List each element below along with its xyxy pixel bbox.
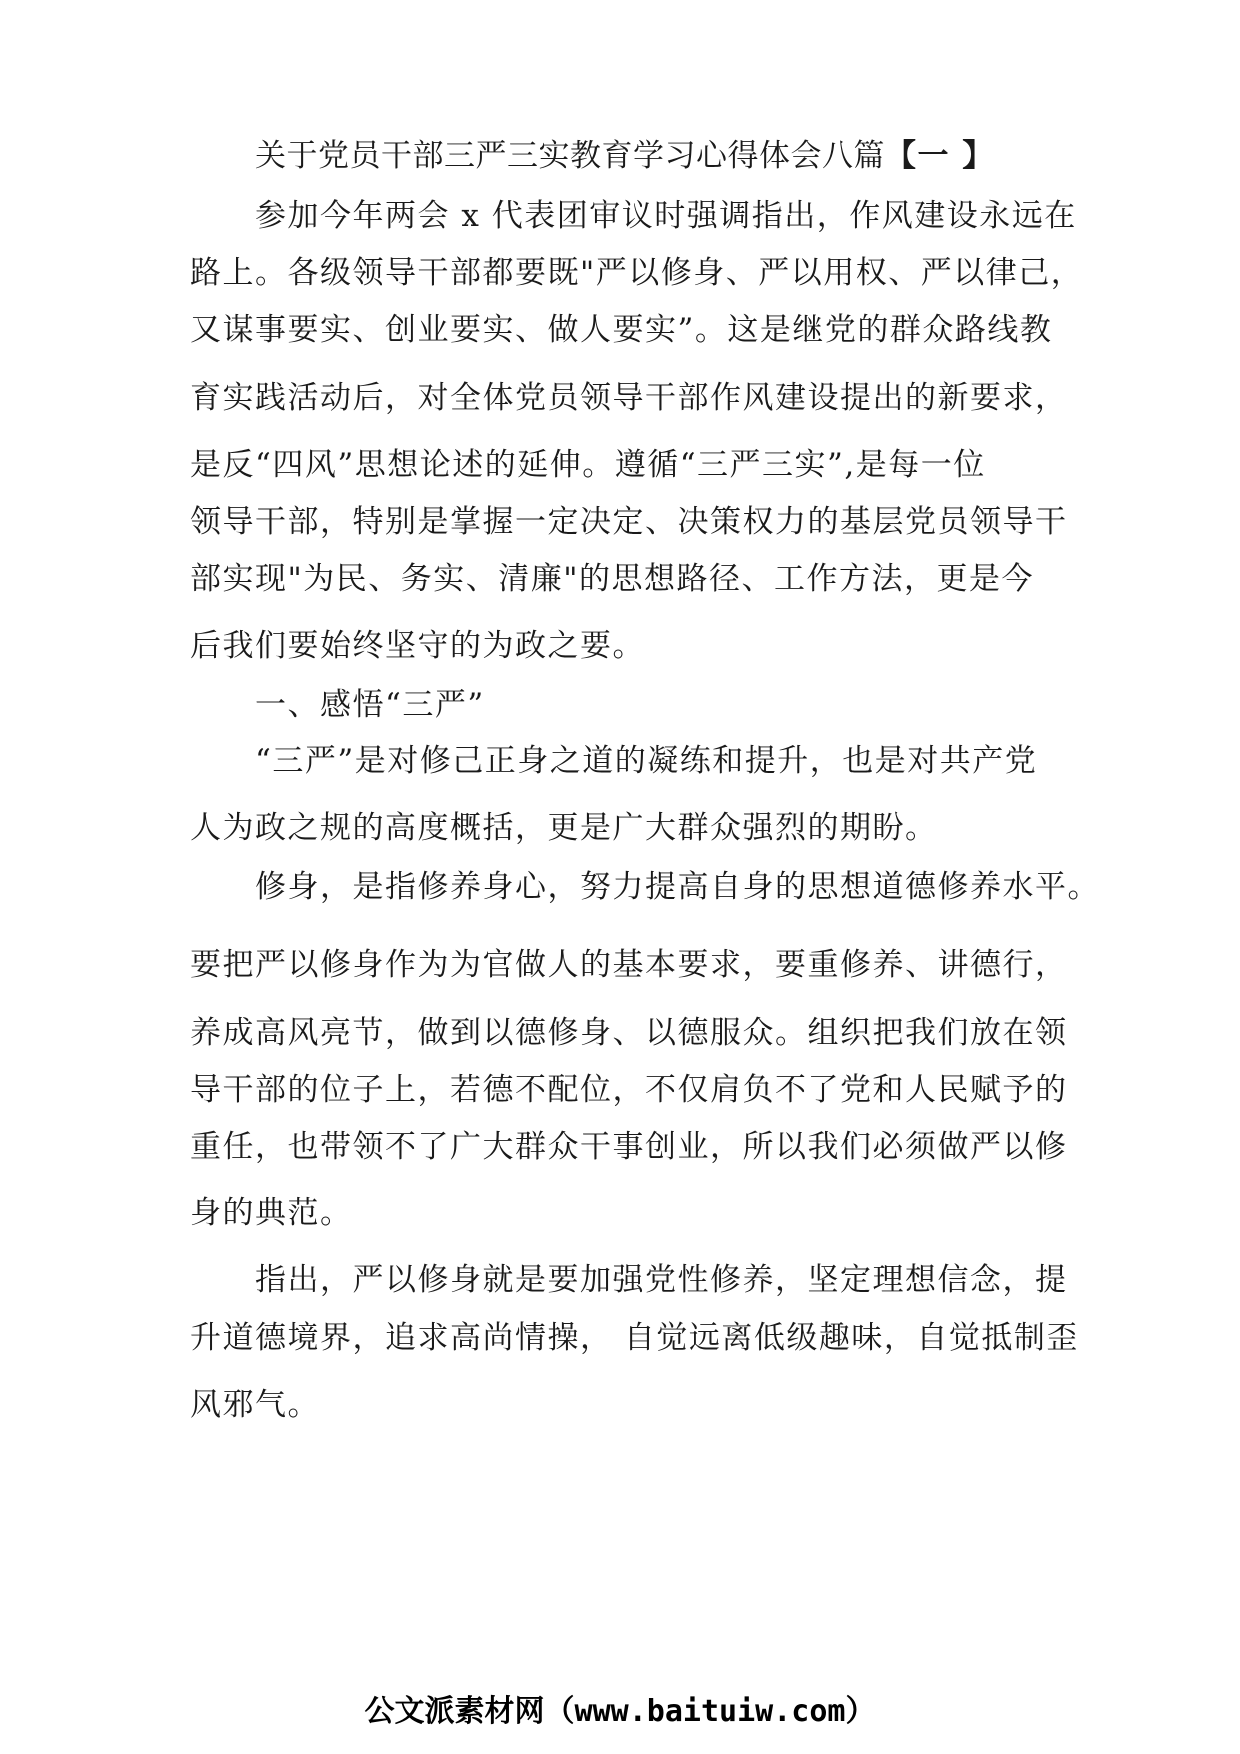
paragraph-line: 升道德境界，追求高尚情操， 自觉远离低级趣味，自觉抵制歪 bbox=[190, 1320, 1079, 1356]
footer-url: （www.baituiw.com） bbox=[544, 1694, 876, 1729]
paragraph-line: 重任，也带领不了广大群众干事创业，所以我们必须做严以修 bbox=[190, 1129, 1068, 1165]
paragraph-line: 风邪气。 bbox=[190, 1387, 320, 1423]
document-title-bracket: 【一 】 bbox=[885, 138, 995, 174]
paragraph-line: 又谋事要实、创业要实、做人要实”。这是继党的群众路线教 bbox=[190, 312, 1053, 348]
paragraph-line: 育实践活动后，对全体党员领导干部作风建设提出的新要求， bbox=[190, 380, 1068, 416]
footer-watermark bbox=[0, 1692, 1240, 1732]
paragraph-line: 身的典范。 bbox=[190, 1195, 353, 1231]
paragraph-line: 领导干部，特别是掌握一定决定、决策权力的基层党员领导干 bbox=[190, 504, 1068, 540]
document-title bbox=[255, 136, 995, 176]
paragraph-line: 养成高风亮节，做到以德修身、以德服众。组织把我们放在领 bbox=[190, 1015, 1068, 1051]
paragraph-line: 后我们要始终坚守的为政之要。 bbox=[190, 628, 645, 664]
paragraph-line: 指出，严以修身就是要加强党性修养，坚定理想信念，提 bbox=[255, 1262, 1068, 1298]
paragraph-line: 参加今年两会 x 代表团审议时强调指出，作风建设永远在 bbox=[255, 198, 1077, 234]
paragraph-line: 人为政之规的高度概括，更是广大群众强烈的期盼。 bbox=[190, 810, 938, 846]
paragraph-line: 是反“四风”思想论述的延伸。遵循“三严三实”,是每一位 bbox=[190, 447, 986, 483]
paragraph-line: 要把严以修身作为为官做人的基本要求，要重修养、讲德行， bbox=[190, 947, 1068, 983]
paragraph-line: 导干部的位子上，若德不配位，不仅肩负不了党和人民赋予的 bbox=[190, 1072, 1068, 1108]
paragraph-line: “三严”是对修己正身之道的凝练和提升，也是对共产党 bbox=[255, 743, 1038, 779]
footer-site-name: 公文派素材网 bbox=[364, 1694, 545, 1729]
document-title-text: 关于党员干部三严三实教育学习心得体会八篇 bbox=[255, 138, 885, 174]
section-heading: 一、感悟“三严” bbox=[255, 687, 485, 723]
paragraph-line: 修身，是指修养身心，努力提高自身的思想道德修养水平。 bbox=[255, 869, 1100, 905]
paragraph-line: 部实现"为民、务实、清廉"的思想路径、工作方法，更是今 bbox=[190, 561, 1035, 597]
paragraph-line: 路上。各级领导干部都要既"严以修身、严以用权、严以律己， bbox=[190, 255, 1084, 291]
